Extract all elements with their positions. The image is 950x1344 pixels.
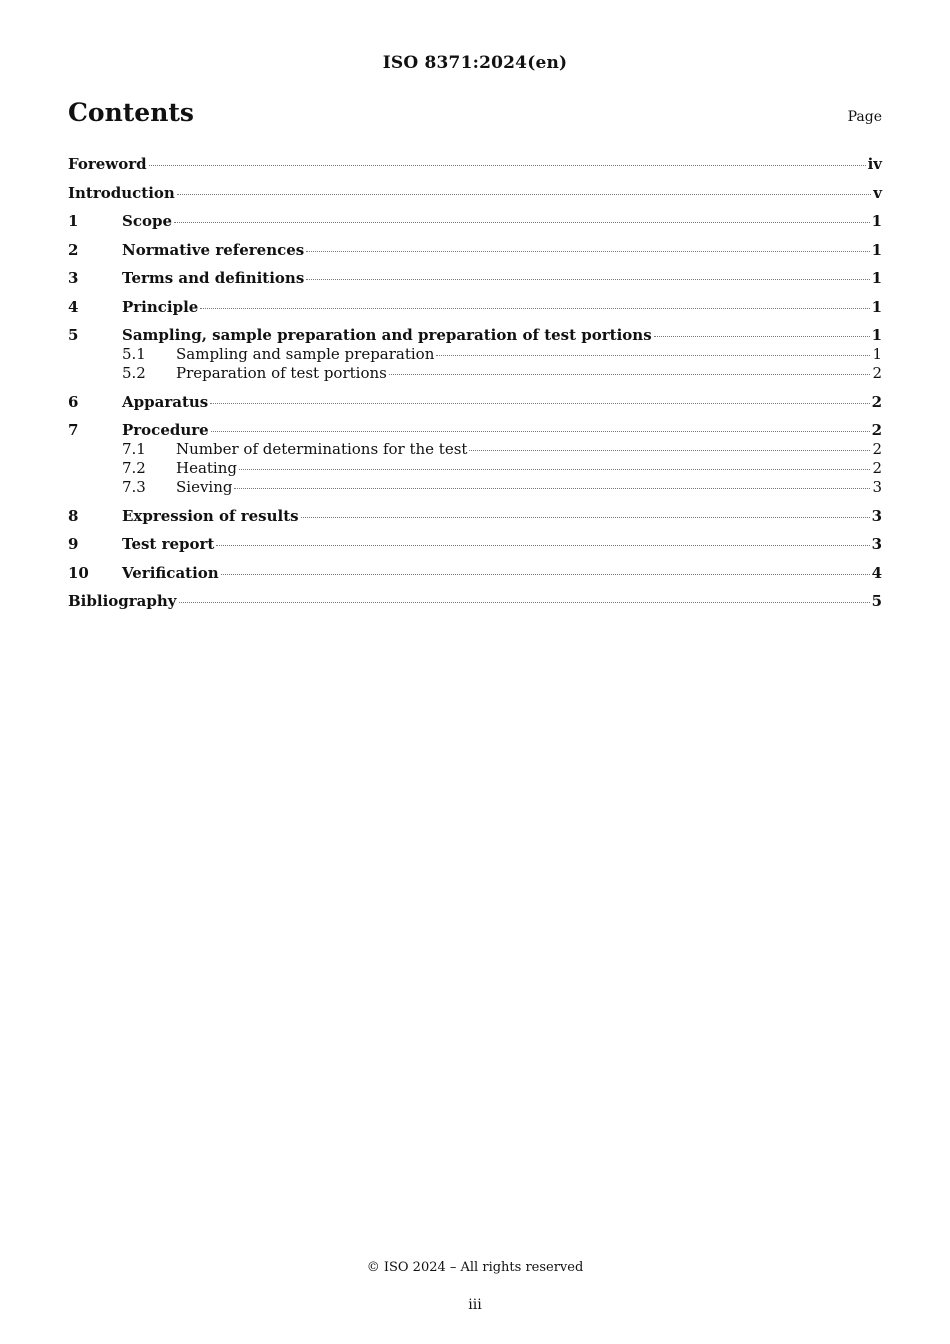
dot-leader (200, 307, 869, 309)
toc-entry-page: 1 (871, 297, 882, 316)
toc-entry[interactable] (68, 393, 882, 412)
toc-entry-title: Verification (122, 563, 219, 582)
toc-entry[interactable] (68, 269, 882, 288)
dot-leader (234, 487, 870, 489)
toc-entry-page: v (873, 183, 882, 202)
document-code-header: ISO 8371:2024(en) (382, 53, 568, 73)
toc-entry-title: Normative references (122, 240, 305, 259)
toc-entry-title: Expression of results (122, 506, 299, 525)
toc-entry-page: 1 (871, 269, 882, 287)
toc-entry-title: Procedure (122, 421, 209, 439)
toc-entry-title: Apparatus (122, 392, 209, 411)
toc-entry[interactable] (68, 507, 882, 526)
toc-entry-number: 9 (68, 535, 79, 553)
table-of-contents (68, 150, 882, 611)
dot-leader (306, 278, 869, 280)
toc-entry-number: 7.3 (122, 478, 146, 496)
toc-entry-page: 1 (871, 240, 882, 259)
toc-entry-number: 6 (68, 392, 79, 411)
toc-entry-title: Bibliography (68, 592, 177, 610)
dot-leader (436, 354, 870, 356)
toc-entry[interactable] (68, 155, 882, 174)
toc-entry[interactable] (68, 592, 882, 611)
toc-entry-page: 4 (871, 563, 882, 582)
toc-entry-number: 4 (68, 297, 79, 316)
toc-entry-title: Test report (122, 535, 215, 553)
toc-entry[interactable] (68, 241, 882, 260)
dot-leader (654, 335, 870, 337)
toc-entry-page: 3 (871, 506, 882, 525)
toc-entry-page: 2 (872, 364, 882, 382)
toc-entry-page: 2 (872, 440, 882, 458)
toc-entry-page: 5 (871, 592, 882, 610)
dot-leader (469, 449, 870, 451)
toc-entry-number: 5.1 (122, 345, 146, 363)
dot-leader (239, 468, 870, 470)
dot-leader (301, 516, 870, 518)
toc-entry-number: 2 (68, 240, 79, 259)
toc-entry-title: Principle (122, 297, 199, 316)
page-number: iii (468, 1297, 482, 1313)
toc-entry-title: Preparation of test portions (176, 364, 387, 382)
toc-entry-number: 1 (68, 212, 79, 230)
toc-entry[interactable] (68, 364, 882, 383)
toc-entry-number: 3 (68, 269, 79, 287)
toc-entry-title: Sieving (176, 478, 233, 496)
toc-entry-title: Foreword (68, 155, 147, 173)
toc-entry-page: 1 (872, 345, 882, 363)
dot-leader (221, 573, 870, 575)
toc-entry[interactable] (68, 298, 882, 317)
toc-entry-page: 3 (872, 478, 882, 496)
dot-leader (306, 250, 869, 252)
dot-leader (211, 430, 870, 432)
dot-leader (174, 221, 870, 223)
dot-leader (210, 402, 869, 404)
toc-entry-page: 2 (871, 392, 882, 411)
dot-leader (389, 373, 871, 375)
toc-entry[interactable] (68, 345, 882, 364)
toc-entry-number: 7 (68, 421, 79, 439)
contents-heading-row (68, 98, 882, 132)
toc-entry-title: Scope (122, 212, 173, 230)
toc-entry-number: 8 (68, 506, 79, 525)
copyright-footer: © ISO 2024 – All rights reserved (366, 1260, 584, 1275)
toc-entry-title: Heating (176, 459, 237, 477)
toc-entry[interactable] (68, 326, 882, 345)
toc-entry[interactable] (68, 440, 882, 459)
toc-entry-title: Sampling and sample preparation (176, 345, 435, 363)
toc-entry-title: Terms and definitions (122, 269, 305, 287)
toc-entry-title: Introduction (68, 183, 175, 202)
toc-entry-page: iv (867, 155, 882, 173)
toc-entry-page: 2 (871, 421, 882, 439)
toc-entry[interactable] (68, 421, 882, 440)
toc-entry-number: 5 (68, 326, 79, 344)
page-column-label: Page (847, 109, 882, 125)
toc-entry[interactable] (68, 212, 882, 231)
toc-entry-number: 7.2 (122, 459, 146, 477)
toc-entry-number: 7.1 (122, 440, 146, 458)
contents-title: Contents (68, 98, 195, 127)
toc-entry-page: 2 (872, 459, 882, 477)
toc-entry-page: 3 (871, 535, 882, 553)
dot-leader (179, 601, 870, 603)
toc-entry-page: 1 (871, 326, 882, 344)
toc-entry-number: 5.2 (122, 364, 146, 382)
toc-entry[interactable] (68, 535, 882, 554)
toc-entry-title: Sampling, sample preparation and preparation of test portions (122, 326, 652, 344)
toc-entry[interactable] (68, 459, 882, 478)
dot-leader (216, 544, 869, 546)
toc-entry[interactable] (68, 564, 882, 583)
toc-entry-page: 1 (871, 212, 882, 230)
toc-entry-number: 10 (68, 563, 89, 582)
toc-entry[interactable] (68, 184, 882, 203)
toc-entry[interactable] (68, 478, 882, 497)
toc-entry-title: Number of determinations for the test (176, 440, 468, 458)
dot-leader (149, 164, 866, 166)
dot-leader (177, 193, 871, 195)
